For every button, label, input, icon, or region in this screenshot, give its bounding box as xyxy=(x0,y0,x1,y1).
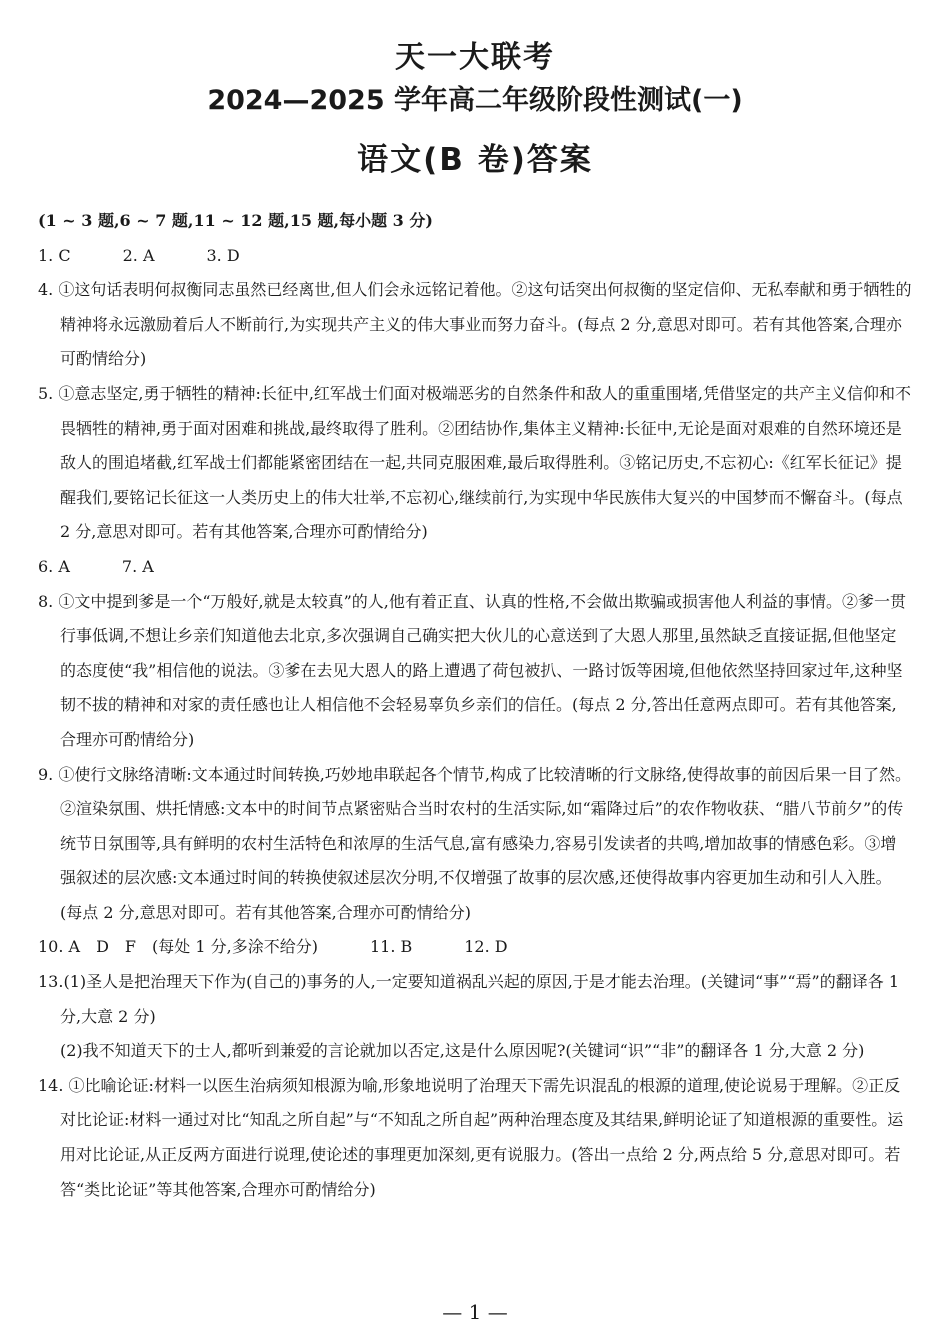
answer-q3: 3. D xyxy=(206,245,240,265)
answer-q11: 11. B xyxy=(369,937,413,957)
answer-q7: 7. A xyxy=(121,556,154,576)
q13-label: 13. xyxy=(38,972,64,992)
q13-part1-text: (1)圣人是把治理天下作为(自己的)事务的人,一定要知道祸乱兴起的原因,于是才能去治理。(关键词“事”“焉”的翻译各 1 分,大意 2 分) xyxy=(60,972,900,1026)
answer-q14: 14. ①比喻论证:材料一以医生治病须知根源为喻,形象地说明了治理天下需先识混乱的根源的道理,使论说易于理解。②正反对比论证:材料一通过对比“知乱之所自起”与“不知乱之所自起”两种治理态度及其结果,鲜明论证了知道根源的重要性。运用对比论证,从正反两方面进行说理,使论述的事理更加深刻,更有说服力。(答出一点给 2 分,两点给 5 分,意思对即可。若答“类比论证”等其他答案,合理亦可酌情给分) xyxy=(38,1075,904,1199)
mcq-answers-1-3 xyxy=(38,239,912,274)
mcq-answers-10-12 xyxy=(38,930,912,965)
answer-q8: 8. ①文中提到爹是一个“万般好,就是太较真”的人,他有着正直、认真的性格,不会做出欺骗或损害他人利益的事情。②爹一贯行事低调,不想让乡亲们知道他去北京,多次强调自己确实把大伙儿的心意送到了大恩人那里,虽然缺乏直接证据,但他坚定的态度使“我”相信他的说法。③爹在去见大恩人的路上遭遇了荷包被扒、一路讨饭等困境,但他依然坚持回家过年,这种坚韧不拔的精神和对家的责任感也让人相信他不会轻易辜负乡亲们的信任。(每点 2 分,答出任意两点即可。若有其他答案,合理亦可酌情给分) xyxy=(38,591,906,749)
answer-q2: 2. A xyxy=(122,245,155,265)
subject-title: 语文(B 卷)答案 xyxy=(357,142,593,178)
answer-q12: 12. D xyxy=(464,937,508,957)
answer-q13-part2: (2)我不知道天下的士人,都听到兼爱的言论就加以否定,这是什么原因呢?(关键词“识”“非”的翻译各 1 分,大意 2 分) xyxy=(60,1041,865,1061)
exam-session-title: 2024—2025 学年高二年级阶段性测试(一) xyxy=(207,85,743,116)
answer-q1: 1. C xyxy=(38,245,71,265)
answer-q13-part1 xyxy=(38,965,912,1034)
answer-q10: 10. A D F (每处 1 分,多涂不给分) xyxy=(38,937,318,957)
exam-organizer-title: 天一大联考 xyxy=(395,40,555,75)
answer-q6: 6. A xyxy=(38,556,70,576)
scoring-note: (1 ~ 3 题,6 ~ 7 题,11 ~ 12 题,15 题,每小题 3 分) xyxy=(38,211,433,230)
answer-q4: 4. ①这句话表明何叔衡同志虽然已经离世,但人们会永远铭记着他。②这句话突出何叔衡的坚定信仰、无私奉献和勇于牺牲的精神将永远激励着后人不断前行,为实现共产主义的伟大事业而努力奋斗。(每点 2 分,意思对即可。若有其他答案,合理亦可酌情给分) xyxy=(38,280,912,369)
answer-content xyxy=(38,204,912,1207)
answer-q9: 9. ①使行文脉络清晰:文本通过时间转换,巧妙地串联起各个情节,构成了比较清晰的行文脉络,使得故事的前因后果一目了然。②渲染氛围、烘托情感:文本中的时间节点紧密贴合当时农村的生活实际,如“霜降过后”的农作物收获、“腊八节前夕”的传统节日氛围等,具有鲜明的农村生活特色和浓厚的生活气息,富有感染力,容易引发读者的共鸣,增加故事的情感色彩。③增强叙述的层次感:文本通过时间的转换使叙述层次分明,不仅增强了故事的层次感,还使得故事内容更加生动和引人入胜。(每点 2 分,意思对即可。若有其他答案,合理亦可酌情给分) xyxy=(38,764,912,922)
page-number: — 1 — xyxy=(442,1300,508,1324)
answer-q5: 5. ①意志坚定,勇于牺牲的精神:长征中,红军战士们面对极端恶劣的自然条件和敌人的重重围堵,凭借坚定的共产主义信仰和不畏牺牲的精神,勇于面对困难和挑战,最终取得了胜利。②团结协作,集体主义精神:长征中,无论是面对艰难的自然环境还是敌人的围追堵截,红军战士们都能紧密团结在一起,共同克服困难,最后取得胜利。③铭记历史,不忘初心:《红军长征记》提醒我们,要铭记长征这一人类历史上的伟大壮举,不忘初心,继续前行,为实现中华民族伟大复兴的中国梦而不懈奋斗。(每点 2 分,意思对即可。若有其他答案,合理亦可酌情给分) xyxy=(38,383,912,542)
mcq-answers-6-7 xyxy=(38,550,912,585)
